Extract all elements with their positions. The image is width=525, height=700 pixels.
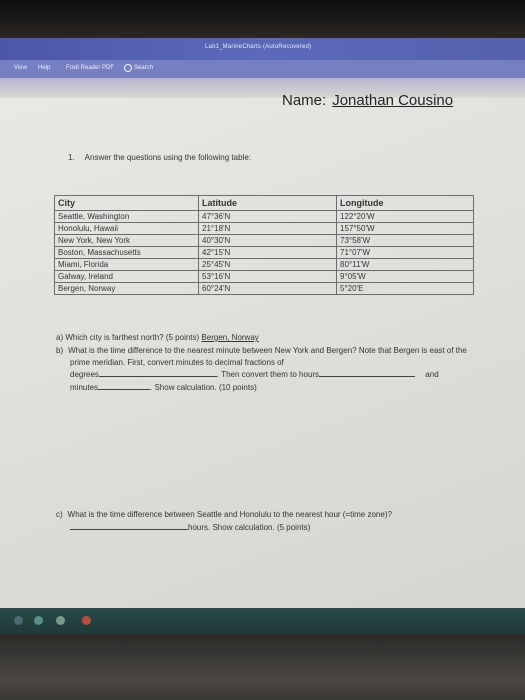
table-row [55,283,474,295]
table-row [55,223,474,235]
cell-longitude: 122°20'W [337,211,474,223]
window-title: Lab1_MarineCharts (AutoRecovered) [205,44,312,50]
cell-latitude: 40°30'N [199,235,337,247]
table-row [55,259,474,271]
table-row [55,235,474,247]
cell-longitude: 73°58'W [337,235,474,247]
taskbar [0,608,525,634]
tab-help[interactable]: Help [38,65,51,71]
question-text: What is the time difference to the nearest minute between New York and Bergen? Note that Bergen is east of the prime meridian. First, convert minutes to decimal fractions of [68,346,467,367]
cell-latitude: 25°45'N [199,259,337,271]
cell-city: Miami, Florida [55,259,199,271]
tab-foxit-reader-pdf[interactable]: Foxit Reader PDF [66,65,115,71]
question-b [56,345,470,393]
table-row [55,211,474,223]
monitor-bottom [0,634,525,700]
cell-city: Boston, Massachusetts [55,247,199,259]
folder-icon[interactable] [56,616,65,625]
show-text: . Show calculation. (10 points) [150,382,257,392]
title-bar [0,38,525,60]
cell-city: New York, New York [55,235,199,247]
question-text: What is the time difference between Seattle and Honolulu to the nearest hour (=time zone)? [67,510,392,519]
edge-icon[interactable] [34,616,43,625]
name-value: Jonathan Cousino [332,92,454,109]
chrome-icon[interactable] [82,616,91,625]
search-icon[interactable] [124,64,132,72]
start-icon[interactable] [14,616,23,625]
time-diff-blank[interactable] [70,521,188,530]
hours-blank[interactable] [319,368,415,377]
cell-latitude: 60°24'N [199,283,337,295]
minutes-blank[interactable] [98,381,150,390]
question-1 [68,153,251,162]
cell-city: Bergen, Norway [55,283,199,295]
cell-longitude: 9°05'W [337,271,474,283]
cell-city: Honolulu, Hawaii [55,223,199,235]
cell-longitude: 71°07'W [337,247,474,259]
cell-latitude: 21°18'N [199,223,337,235]
cell-latitude: 42°15'N [199,247,337,259]
header-latitude: Latitude [199,196,337,211]
header-city: City [55,196,199,211]
table-header-row [55,196,474,211]
table-row [55,271,474,283]
question-c [56,509,470,533]
cell-city: Seattle, Washington [55,211,199,223]
answer-text: Bergen, Norway [201,333,259,342]
cell-city: Galway, Ireland [55,271,199,283]
cell-longitude: 5°20'E [337,283,474,295]
search-label[interactable]: Search [134,65,154,71]
question-text: Which city is farthest north? (5 points) [65,333,200,342]
city-table [54,195,474,295]
hours-text: hours. Show calculation. (5 points) [188,522,311,532]
cell-latitude: 47°36'N [199,211,337,223]
question-text: Answer the questions using the following table: [84,153,251,162]
cell-longitude: 80°11'W [337,259,474,271]
degrees-label: degrees [70,370,99,379]
degrees-blank[interactable] [99,368,217,377]
question-number: 1. [68,153,75,162]
question-marker: b) [56,346,64,355]
header-longitude: Longitude [337,196,474,211]
name-line [282,92,453,109]
tab-view[interactable]: View [14,65,27,71]
table-row [55,247,474,259]
minutes-label: minutes [70,382,99,392]
question-marker: a) [56,333,64,342]
then-text: . Then convert them to hours [216,370,320,379]
cell-latitude: 53°16'N [199,271,337,283]
ribbon-tabs [0,60,525,78]
monitor-bezel [0,0,525,38]
name-label: Name: [282,92,327,109]
and-label: and [425,370,439,379]
cell-longitude: 157°50'W [337,223,474,235]
question-a [56,333,259,342]
question-marker: c) [56,510,63,519]
